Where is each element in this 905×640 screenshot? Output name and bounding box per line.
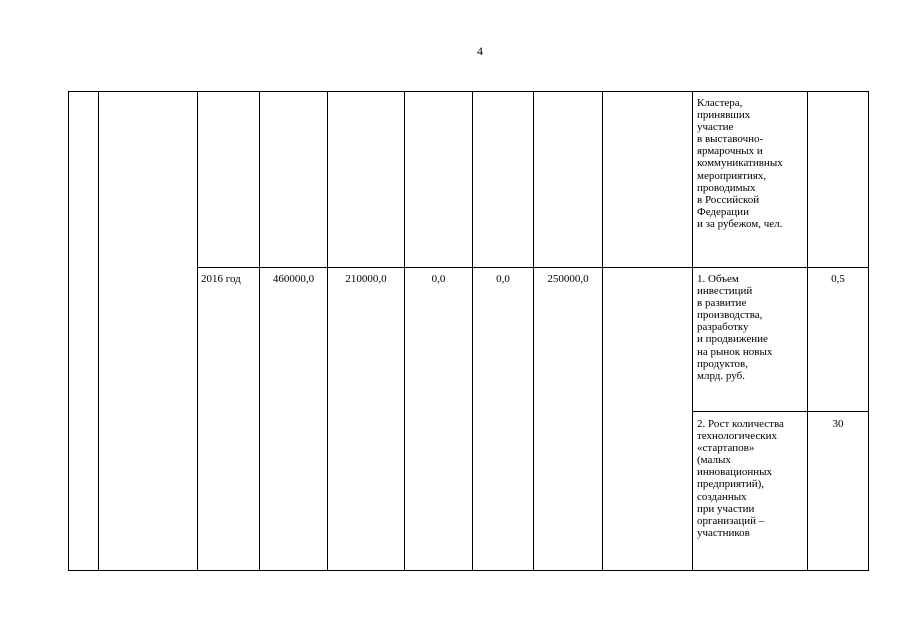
federal-budget-cell: 210000,0 <box>345 273 387 285</box>
regional-budget-cell: 0,0 <box>431 273 446 285</box>
column-border <box>692 91 693 571</box>
municipal-budget-cell: 0,0 <box>496 273 510 285</box>
indicator-value-cell: 0,5 <box>831 273 845 285</box>
column-border <box>602 91 603 571</box>
table-top-border <box>68 91 869 92</box>
indicator-cell: 1. Объем инвестиций в развитие производства, разработку и продвижение на рынок новых продуктов, млрд. руб. <box>697 273 773 382</box>
column-border <box>807 91 808 571</box>
table-bottom-border <box>68 570 869 571</box>
column-border <box>533 91 534 571</box>
page-number: 4 <box>477 44 483 58</box>
column-border <box>404 91 405 571</box>
year-cell: 2016 год <box>201 273 241 285</box>
column-border <box>68 91 69 571</box>
extra-budget-cell: 250000,0 <box>547 273 589 285</box>
column-border <box>98 91 99 571</box>
indicator-value-cell: 30 <box>832 418 844 430</box>
column-border <box>259 91 260 571</box>
column-border <box>868 91 869 571</box>
total-cell: 460000,0 <box>272 273 315 285</box>
column-border <box>472 91 473 571</box>
column-border <box>197 91 198 571</box>
indicator-cell: Кластера, принявших участие в выставочно- ярмарочных и коммуникативных мероприятиях, проводимых в Российской Федерации и за рубежом, чел. <box>697 97 783 230</box>
row-divider-value <box>692 411 869 412</box>
column-border <box>327 91 328 571</box>
indicator-cell: 2. Рост количества технологических «стартапов» (малых инновационных предприятий), созданных при участии организаций – участников <box>697 418 784 539</box>
